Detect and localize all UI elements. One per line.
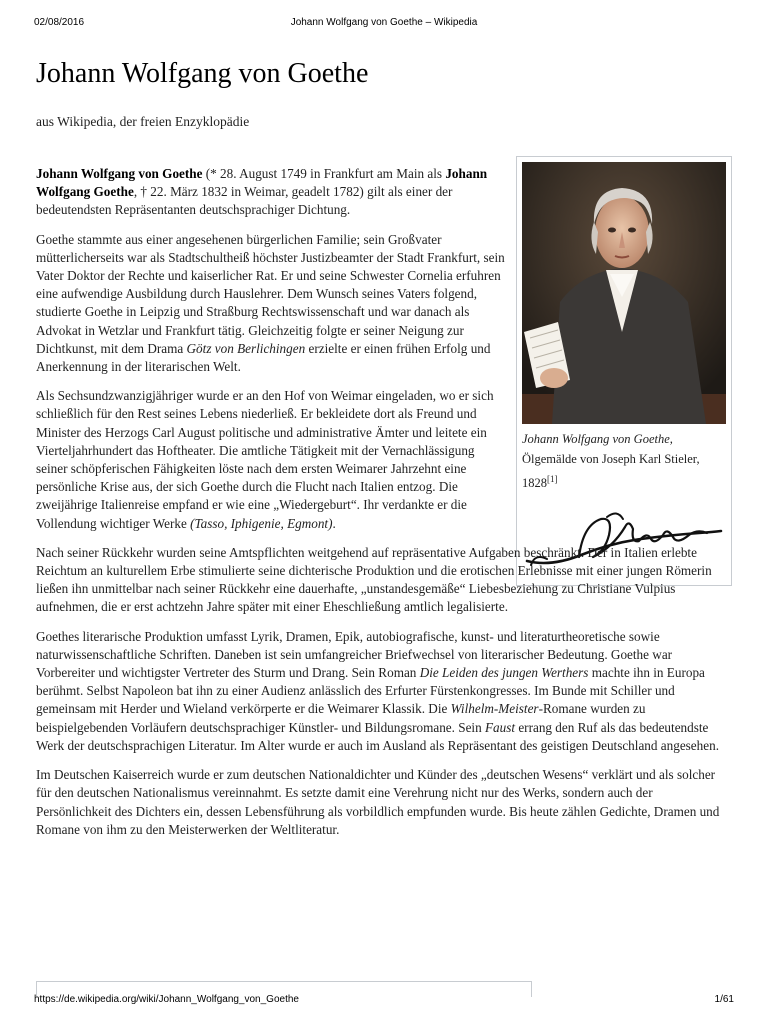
article-body bbox=[36, 165, 730, 850]
text-run: Als Sechsundzwanzigjähriger wurde er an den Hof von Weimar eingeladen, wo er sich schließlich für den Rest seines Lebens niederließ. Er bekleidete dort als Freund und Minister des Herzogs Carl August politische und administrative Ämter und leitete ein Vierteljahrhundert das Hoftheater. Die amtliche Tätigkeit mit der Vernachlässigung seiner schöpferischen Fähigkeiten löste nach dem ersten Weimarer Jahrzehnt eine persönliche Krise aus, der sich Goethe durch die Flucht nach Italien entzog. Die zweijährige Italienreise empfand er wie eine „Wiedergeburt“. Ihr verdankte er die Vollendung wichtiger Werke bbox=[36, 388, 494, 531]
text-run: Nach seiner Rückkehr wurden seine Amtspflichten weitgehend auf repräsentative Aufgaben beschränkt. Der in Italien erlebte Reichtum an kulturellem Erbe stimulierte seine dichterische Produktion und die erotischen Erlebnisse mit einer jungen Römerin ließen ihn unmittelbar nach seiner Rückkehr eine dauerhafte, „unstandesgemäße“ Liebesbeziehung zu Christiane Vulpius aufnehmen, die er erst achtzehn Jahre später mit einer Eheschließung amtlich legalisierte. bbox=[36, 544, 712, 615]
text-run: , † 22. März 1832 in Weimar, geadelt 1782) gilt als einer der bedeutendsten Repräsentanten deutschsprachiger Dichtung. bbox=[36, 184, 453, 218]
text-run: erzielte er einen frühen Erfolg und Anerkennung in der literarischen Welt. bbox=[36, 340, 491, 375]
caption-reference-link[interactable]: [1] bbox=[547, 474, 558, 484]
work-title: Faust bbox=[484, 719, 516, 735]
print-header bbox=[34, 17, 734, 31]
caption-name: Johann Wolfgang von Goethe, bbox=[522, 432, 673, 446]
paragraph-background bbox=[36, 231, 506, 377]
page-tagline: aus Wikipedia, der freien Enzyklopädie bbox=[36, 114, 250, 129]
birth-name: Johann Wolfgang Goethe bbox=[36, 166, 488, 200]
work-titles: (Tasso, Iphigenie, Egmont) bbox=[190, 515, 333, 531]
work-title: Wilhelm-Meister bbox=[450, 701, 539, 717]
subject-name: Johann Wolfgang von Goethe bbox=[36, 166, 203, 181]
text-run: (* 28. August 1749 in Frankfurt am Main als bbox=[202, 166, 446, 181]
caption-text: Ölgemälde von Joseph Karl Stieler, 1828 bbox=[522, 452, 700, 491]
text-run: . bbox=[332, 515, 336, 531]
print-date: 02/08/2016 bbox=[34, 17, 85, 28]
work-title: Götz von Berlichingen bbox=[186, 340, 306, 356]
paragraph-intro bbox=[36, 165, 506, 220]
paragraph-weimar bbox=[36, 387, 506, 533]
print-footer bbox=[34, 994, 734, 1008]
work-title: Die Leiden des jungen Werthers bbox=[419, 665, 589, 681]
text-run: machte ihn in Europa berühmt. Selbst Napoleon bat ihn zu einer Audienz anlässlich des Erfurter Fürstenkongresses. Im Bunde mit Schiller und gemeinsam mit Herder und Wieland verkörperte er die Weimarer Klassik. Die bbox=[36, 665, 705, 717]
text-run: -Romane wurden zu beispielgebenden Vorläufern deutschsprachiger Künstler- und Bildungsromane. Sein bbox=[36, 701, 646, 735]
print-url[interactable]: https://de.wikipedia.org/wiki/Johann_Wolfgang_von_Goethe bbox=[34, 994, 299, 1005]
paragraph-return bbox=[36, 544, 730, 617]
text-run: Im Deutschen Kaiserreich wurde er zum deutschen Nationaldichter und Künder des „deutschen Wesens“ verklärt und als solcher für den deutschen Nationalismus vereinnahmt. Es setzte damit eine Verehrung nicht nur des Werks, sondern auch der Persönlichkeit des Dichters ein, dessen Lebensführung als vorbildlich empfunden wurde. Bis heute zählen Gedichte, Dramen und Romane von ihm zu den Meisterwerken der Weltliteratur. bbox=[36, 767, 720, 837]
print-page-number: 1/61 bbox=[714, 994, 734, 1005]
paragraph-legacy bbox=[36, 766, 730, 839]
text-run: errang den Ruf als das bedeutendste Werk der deutschsprachigen Literatur. Im Alter wurde er auch im Ausland als Repräsentant des geistigen Deutschland angesehen. bbox=[36, 719, 719, 753]
paragraph-works bbox=[36, 628, 730, 755]
text-run: Goethe stammte aus einer angesehenen bürgerlichen Familie; sein Großvater mütterlicherseits war als Stadtschultheiß höchster Justizbeamter der Stadt Frankfurt, sein Vater Doktor der Rechte und kaiserlicher Rat. Er und seine Schwester Cornelia erfuhren eine aufwendige Ausbildung durch Hauslehrer. Dem Wunsch seines Vaters folgend, studierte Goethe in Leipzig und Straßburg Rechtswissenschaft und war danach als Advokat in Wetzlar und Frankfurt tätig. Gleichzeitig folgte er seiner Neigung zur Dichtkunst, mit dem Drama bbox=[36, 231, 505, 356]
print-doc-title: Johann Wolfgang von Goethe – Wikipedia bbox=[290, 17, 478, 28]
text-run: Goethes literarische Produktion umfasst Lyrik, Dramen, Epik, autobiografische, kunst- und literaturtheoretische sowie naturwissenschaftliche Schriften. Daneben ist sein umfangreicher Briefwechsel von literarischer Bedeutung. Goethe war Vorbereiter und wichtigster Vertreter des Sturm und Drang. Sein Roman bbox=[36, 628, 673, 681]
page-title: Johann Wolfgang von Goethe bbox=[36, 58, 369, 89]
